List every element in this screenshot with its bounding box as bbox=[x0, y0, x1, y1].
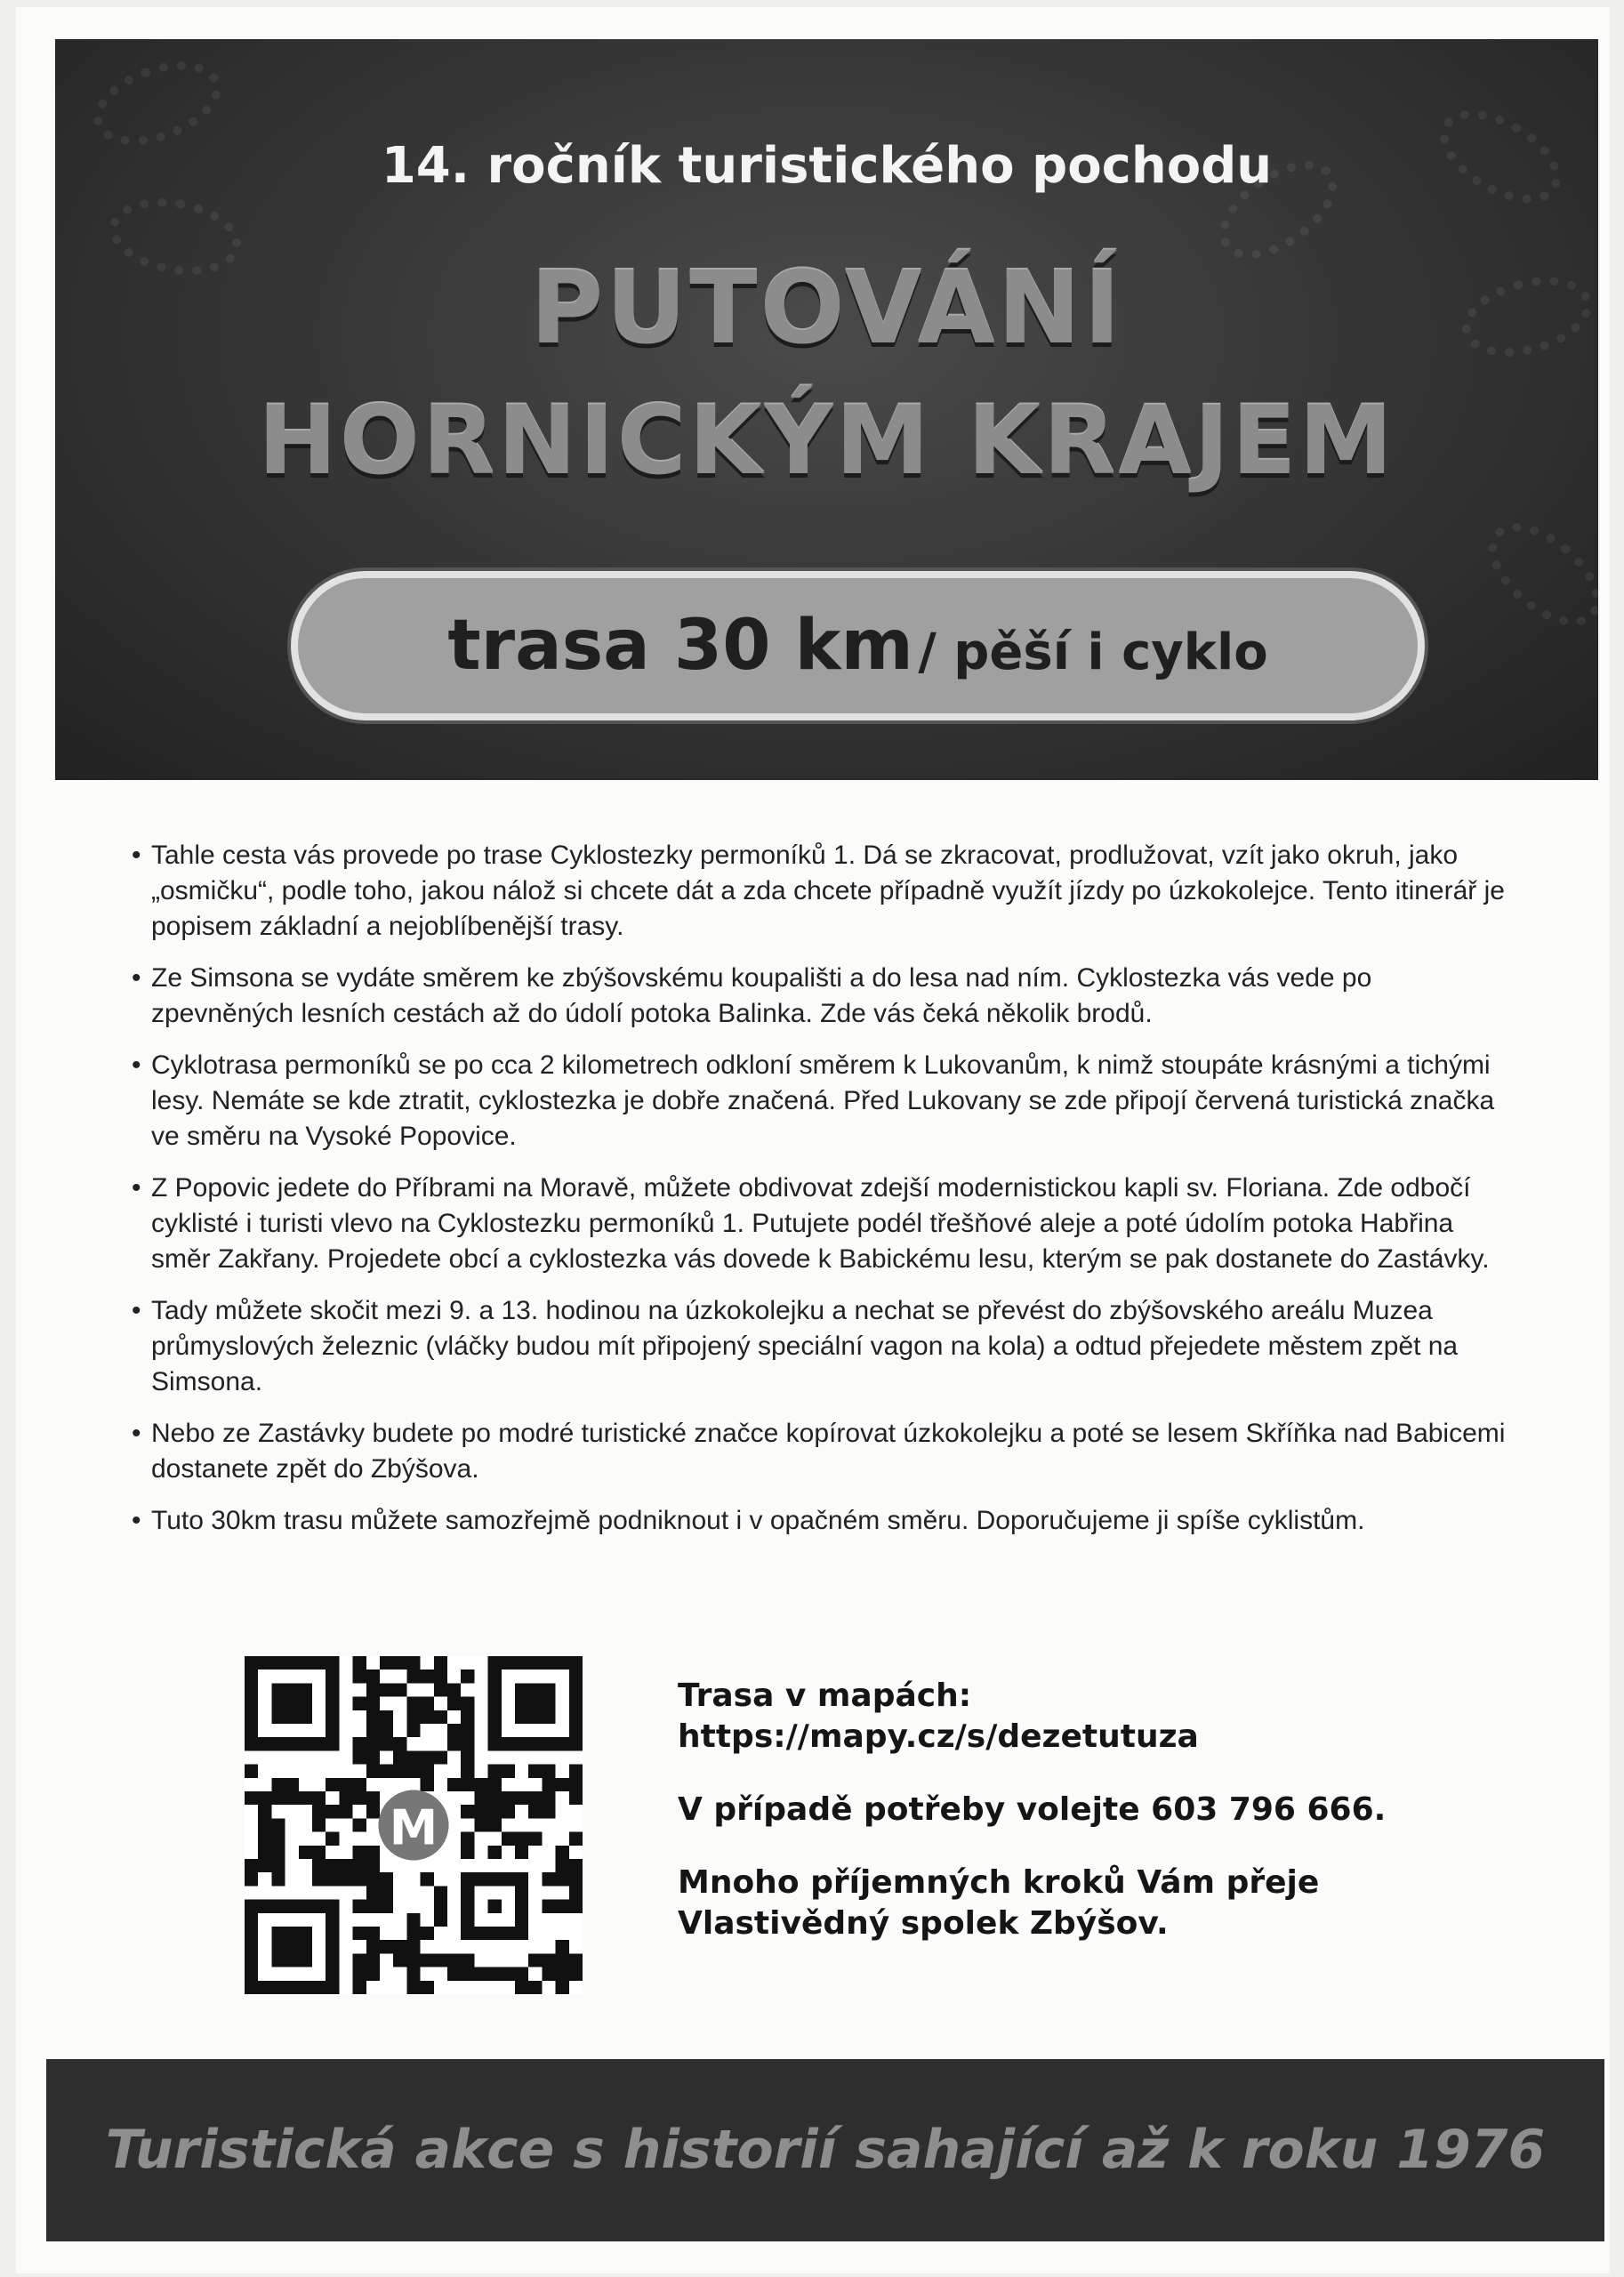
header-banner bbox=[55, 39, 1598, 780]
organizer-name: Vlastivědný spolek Zbýšov. bbox=[678, 1905, 1169, 1942]
contact-info bbox=[678, 1676, 1549, 1976]
list-item bbox=[132, 1171, 1519, 1277]
greeting-line: Mnoho příjemných kroků Vám přeje bbox=[678, 1864, 1320, 1901]
phone-line: V případě potřeby volejte 603 796 666. bbox=[678, 1791, 1387, 1828]
footer-banner bbox=[46, 2059, 1604, 2241]
bullet-icon: • bbox=[132, 963, 141, 993]
bullet-icon: • bbox=[132, 1173, 141, 1203]
list-item bbox=[132, 1293, 1519, 1400]
list-item-text: Tuto 30km trasu můžete samozřejmě podniknout i v opačném směru. Doporučujeme ji spíše cyklistům. bbox=[151, 1506, 1365, 1535]
route-mode: / pěší i cyklo bbox=[918, 624, 1268, 681]
list-item bbox=[132, 1503, 1519, 1539]
qr-logo-letter: M bbox=[389, 1798, 438, 1856]
mapy-logo-icon bbox=[378, 1790, 448, 1860]
map-label: Trasa v mapách: bbox=[678, 1678, 972, 1714]
route-distance: trasa 30 km bbox=[447, 606, 913, 686]
event-title-line1: PUTOVÁNÍ bbox=[530, 251, 1123, 366]
event-title-line2: HORNICKÝM KRAJEM bbox=[258, 386, 1395, 495]
bullet-icon: • bbox=[132, 1419, 141, 1448]
list-item bbox=[132, 1416, 1519, 1487]
map-link[interactable]: https://mapy.cz/s/dezetutuza bbox=[678, 1718, 1199, 1755]
bullet-icon: • bbox=[132, 1506, 141, 1535]
footer-text: Turistická akce s historií sahající až k roku 1976 bbox=[105, 2119, 1546, 2181]
footprint-icon bbox=[1470, 503, 1598, 647]
route-badge bbox=[291, 571, 1425, 720]
list-item-text: Tady můžete skočit mezi 9. a 13. hodinou na úzkokolejku a nechat se převést do zbýšovského areálu Muzea průmyslových železnic (vláčky budou mít připojený speciální vagon na kola) a odtud přejedete městem zpět na Simsona. bbox=[151, 1296, 1459, 1396]
list-item-text: Ze Simsona se vydáte směrem ke zbýšovskému koupališti a do lesa nad ním. Cyklostezka vás vede po zpevněných lesních cestách až do údolí potoka Balinka. Zde vás čeká několik brodů. bbox=[151, 963, 1372, 1028]
route-description bbox=[132, 838, 1519, 1555]
qr-code[interactable] bbox=[245, 1656, 583, 1994]
list-item bbox=[132, 961, 1519, 1032]
bullet-icon: • bbox=[132, 1050, 141, 1080]
list-item-text: Cyklotrasa permoníků se po cca 2 kilometrech odkloní směrem k Lukovanům, k nimž stoupáte krásnými a tichými lesy. Nemáte se kde ztratit, cyklostezka je dobře značená. Před Lukovany se zde připojí červená turistická značka ve směru na Vysoké Popovice. bbox=[151, 1050, 1495, 1151]
event-subtitle: 14. ročník turistického pochodu bbox=[381, 137, 1273, 195]
bullet-icon: • bbox=[132, 1296, 141, 1325]
list-item bbox=[132, 838, 1519, 945]
list-item bbox=[132, 1048, 1519, 1155]
bullet-icon: • bbox=[132, 841, 141, 870]
list-item-text: Tahle cesta vás provede po trase Cyklostezky permoníků 1. Dá se zkracovat, prodlužovat, vzít jako okruh, jako „osmičku“, podle toho, jakou nálož si chcete dát a zda chcete případně využít jízdy po úzkokolejce. Tento itinerář je popisem základní a nejoblíbenější trasy. bbox=[151, 841, 1505, 941]
list-item-text: Nebo ze Zastávky budete po modré turistické značce kopírovat úzkokolejku a poté se lesem Skříňka nad Babicemi dostanete zpět do Zbýšova. bbox=[151, 1419, 1506, 1484]
list-item-text: Z Popovic jedete do Příbrami na Moravě, můžete obdivovat zdejší modernistickou kapli sv. Floriana. Zde odbočí cyklisté i turisti vlevo na Cyklostezku permoníků 1. Putujete podél třešňové aleje a poté údolím potoka Habřina směr Zakřany. Projedete obcí a cyklostezka vás dovede k Babickému lesu, kterým se pak dostanete do Zastávky. bbox=[151, 1173, 1490, 1274]
